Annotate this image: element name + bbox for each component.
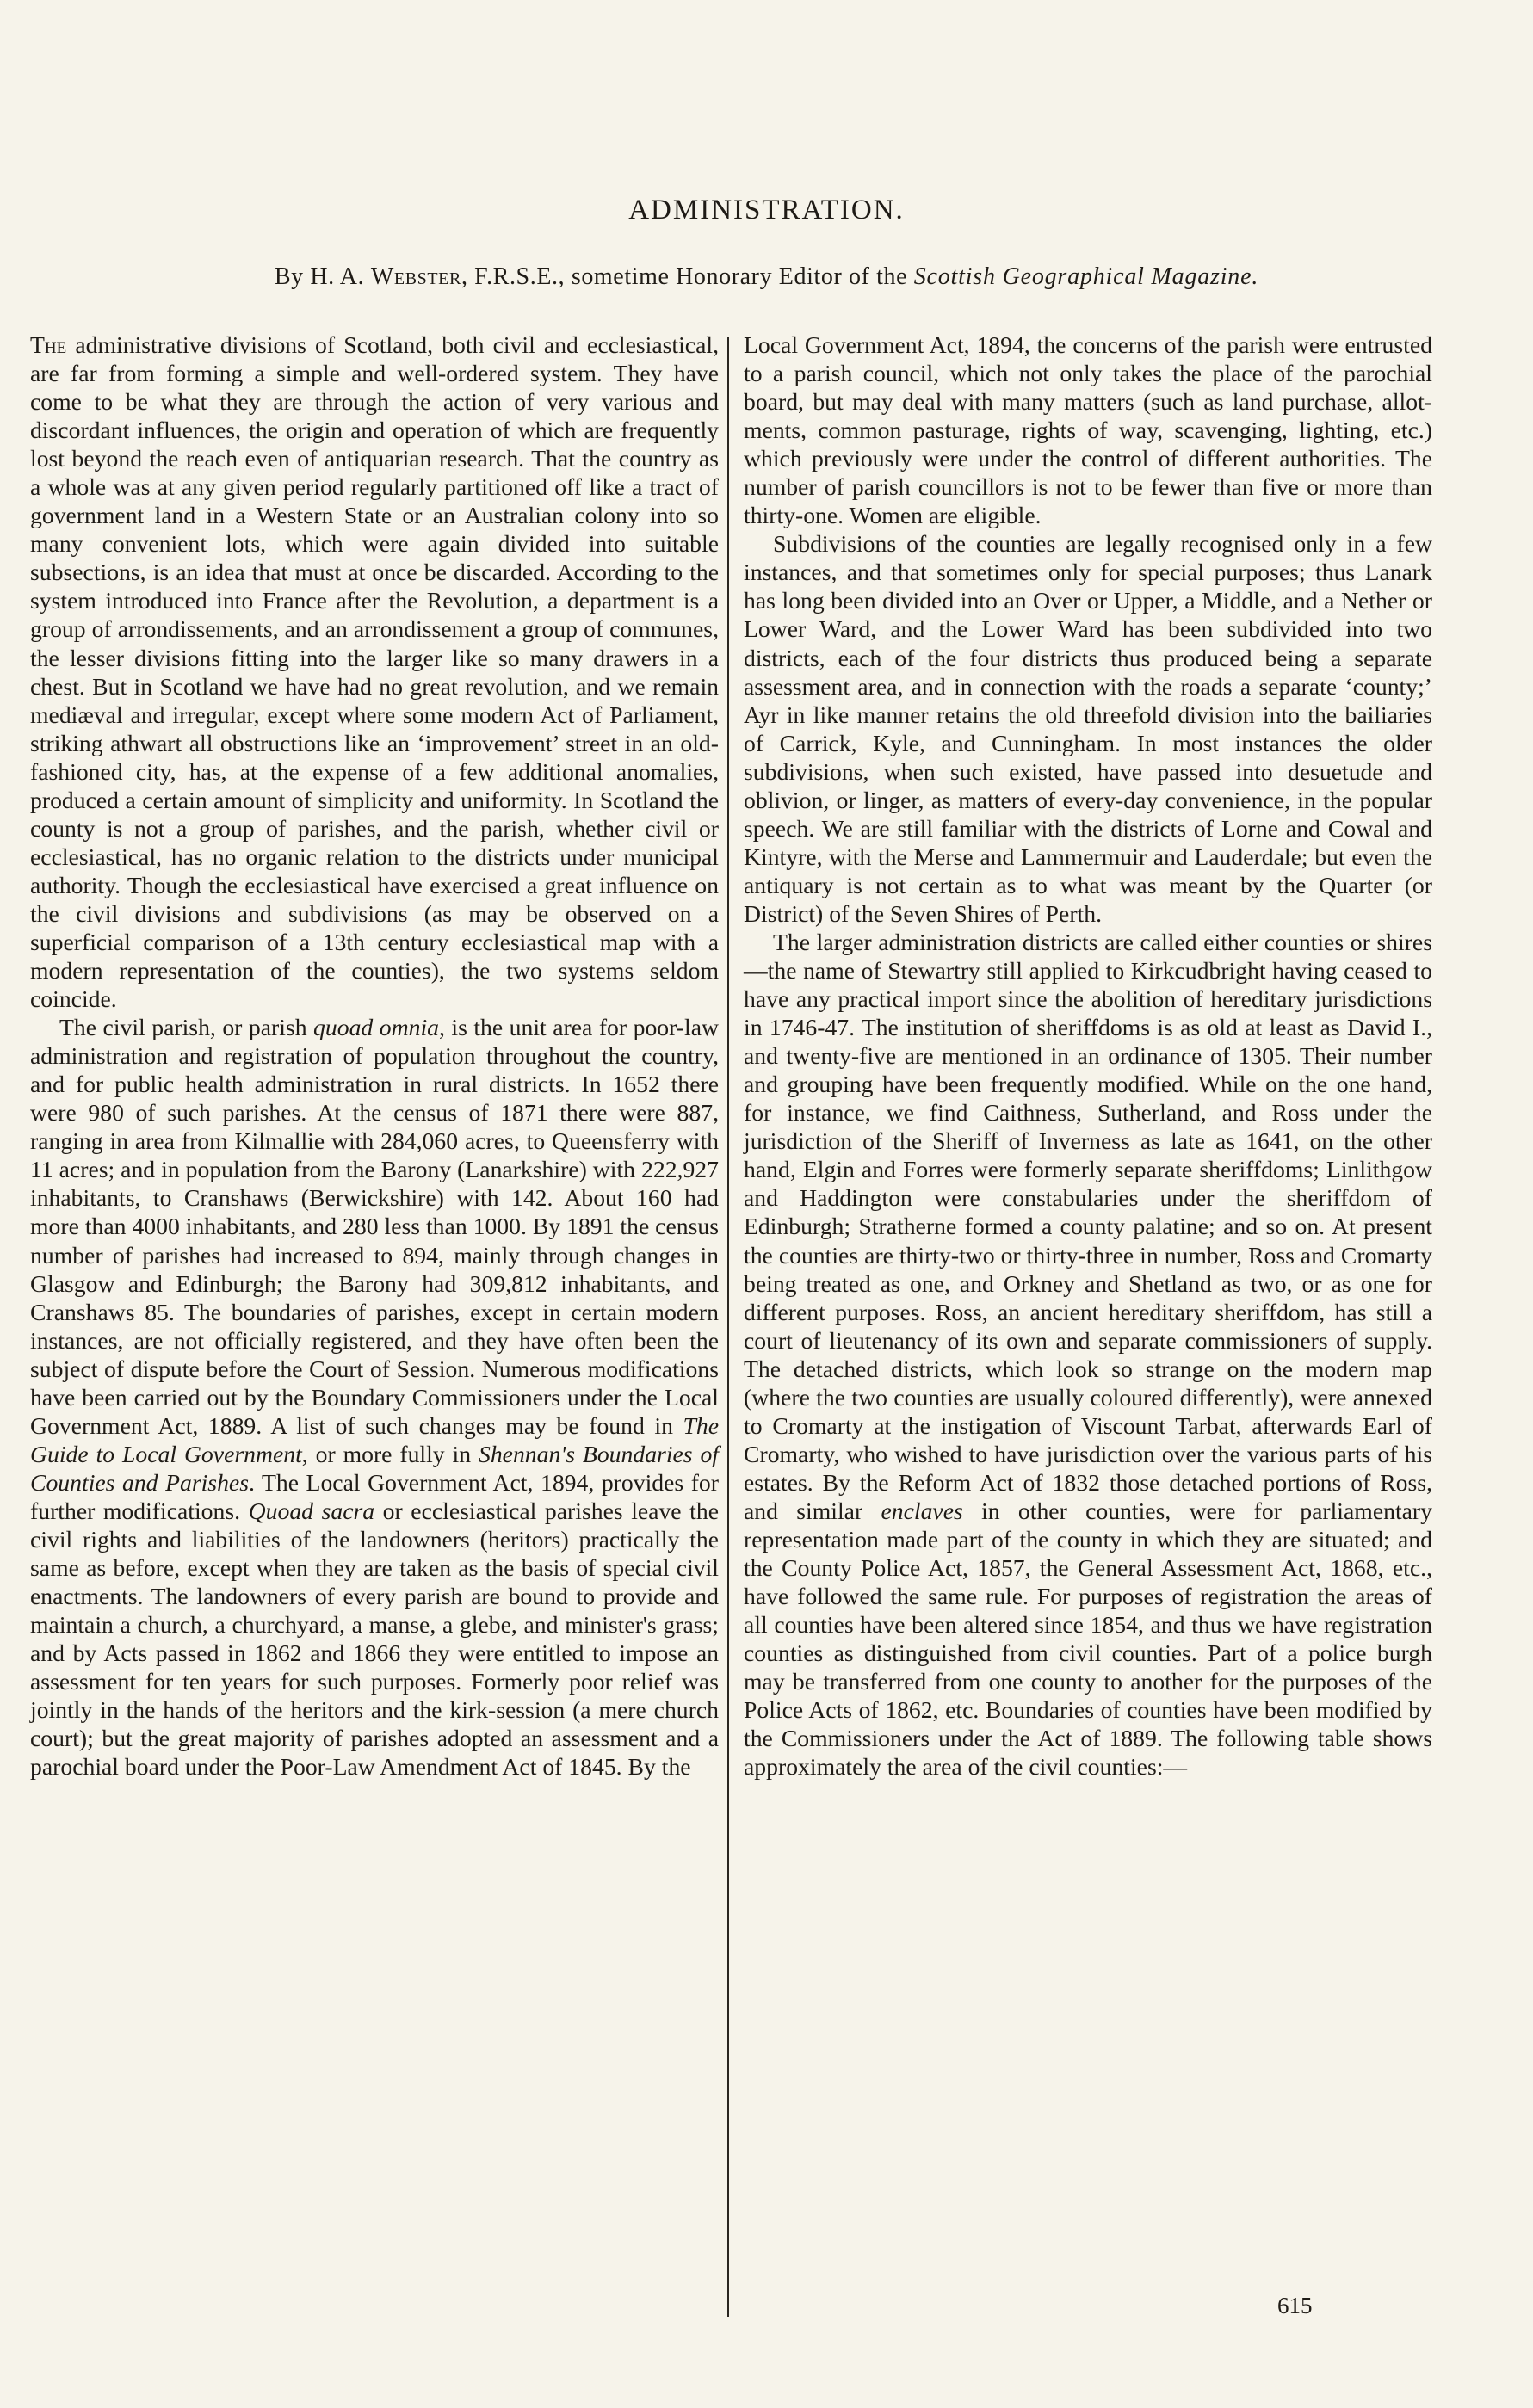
- paragraph-text: The civil parish, or parish: [59, 1014, 314, 1041]
- paragraph-text: or ecclesiastical parishes leave the civil rights and liabilities of the landowners (heritors) practically the same as before, except when they are taken as the basis of special civil enactments. The landowners of every parish are bound to provide and maintain a church, a churchyard, a manse, a glebe, and minister's grass; and by Acts passed in 1862 and 1866 they were entitled to impose an assessment for ten years for such purposes. Formerly poor relief was jointly in the hands of the heritors and the kirk-session (a mere church court); but the great majority of parishes adopted an assessment and a parochial board under the Poor-Law Amendment Act of 1845. By the: [30, 1497, 719, 1781]
- paragraph: Local Government Act, 1894, the concerns of the parish were entrusted to a parish council, which not only takes the place of the parochial board, but may deal with many matters (such as land purchase, allotments, common pasturage, rights of way, scavenging, lighting, etc.) which previously were under the control of different authorities. The number of parish councillors is not to be fewer than five or more than thirty-one. Women are eligible.: [744, 331, 1432, 529]
- paragraph: [30, 330, 719, 1013]
- right-column: [744, 330, 1432, 1781]
- paragraph: Subdivisions of the counties are legally recognised only in a few instances, and that sometimes only for special purposes; thus Lanark has long been divided into an Over or Upper, a Middle, and a Nether or Lower Ward, and the Lower Ward has been subdivided into two districts, each of the four districts thus produced being a separate assessment area, and in connection with the roads a separate ‘county;’ Ayr in like manner retains the old threefold division into the bailiaries of Carrick, Kyle, and Cunningham. In most instances the older subdivisions, when such existed, have passed into desuetude and oblivion, or linger, as matters of every-day convenience, in the popular speech. We are still familiar with the districts of Lorne and Cowal and Kintyre, with the Merse and Lammermuir and Lauderdale; but even the antiquary is not certain as to what was meant by the Quarter (or District) of the Seven Shires of Perth.: [744, 530, 1432, 927]
- paragraph-text: The larger administration districts are called either counties or shires—the name of Stewartry still applied to Kirkcudbright having ceased to have any practical import since the abolition of hereditary jurisdictions in 1746-47. The institution of sheriffdoms is as old at least as David I., and twenty-five are mentioned in an ordinance of 1305. Their number and grouping have been frequently modified. While on the one hand, for instance, we find Caithness, Sutherland, and Ross under the jurisdiction of the Sheriff of Inverness as late as 1641, on the other hand, Elgin and Forres were formerly separate sheriffdoms; Linlithgow and Haddington were constabularies under the sheriffdom of Edinburgh; Stratherne formed a county palatine; and so on. At present the counties are thirty-two or thirty-three in number, Ross and Cromarty being treated as one, and Orkney and Shetland as two, or as one for different purposes. Ross, an ancient hereditary sheriffdom, has still a court of lieutenancy of its own and separate commissioners of supply. The detached districts, which look so strange on the modern map (where the two counties are usually coloured differently), were annexed to Cromarty at the instigation of Viscount Tarbat, afterwards Earl of Cromarty, who wished to have jurisdiction over the various parts of his estates. By the Reform Act of 1832 those detached portions of Ross, and similar: [744, 928, 1432, 1524]
- paragraph-text: in other counties, were for parliamentary representation made part of the county in which they are situated; and the County Police Act, 1857, the General Assessment Act, 1868, etc., have followed the same rule. For purposes of registration the areas of all counties have been altered since 1854, and thus we have registration counties as distinguished from civil counties. Part of a police burgh may be transferred from one county to another for the purposes of the Police Acts of 1862, etc. Boundaries of counties have been modified by the Commissioners under the Act of 1889. The following table shows approximately the area of the civil counties:—: [744, 1497, 1432, 1781]
- paragraph-text: administrative divisions of Scotland, both civil and ecclesiastical, are far from forming a simple and well-ordered system. They have come to be what they are through the action of very various and discordant influences, the origin and operation of which are frequently lost beyond the reach even of antiquarian research. That the country as a whole was at any given period regularly partitioned off like a tract of government land in a Western State or an Australian colony into so many convenient lots, which were again divided into suitable subsections, is an idea that must at once be discarded. According to the system introduced into France after the Revolution, a department is a group of arrondissements, and an arrondissement a group of communes, the lesser divisions fitting into the larger like so many drawers in a chest. But in Scotland we have had no great revolution, and we remain mediæval and irregular, except where some modern Act of Parliament, striking athwart all obstructions like an ‘improvement’ street in an old-fashioned city, has, at the expense of a few additional anomalies, produced a certain amount of simplicity and uniformity. In Scotland the county is not a group of parishes, and the parish, whether civil or ecclesiastical, has no organic relation to the districts under municipal authority. Though the ecclesiastical have exercised a great influence on the civil divisions and subdivisions (as may be observed on a superficial comparison of a 13th century ecclesiastical map with a modern representation of the counties), the two systems seldom coincide.: [30, 331, 719, 1013]
- italic-term: enclaves: [881, 1497, 963, 1524]
- italic-title: Shennan's Boundaries of Counties and Parishes: [30, 1440, 719, 1496]
- byline-author: Webster: [370, 263, 461, 290]
- paragraph-text: , or more fully in: [301, 1440, 479, 1467]
- italic-term: quoad omnia: [313, 1014, 439, 1041]
- byline-journal: Scottish Geographical Magazine.: [913, 263, 1259, 290]
- left-column: [30, 330, 719, 1781]
- paragraph-text: , is the unit area for poor-law administration and registration of population throughout the country, and for public health administration in rural districts. In 1652 there were 980 of such parishes. At the census of 1871 there were 887, ranging in area from Kilmallie with 284,060 acres, to Queensferry with 11 acres; and in population from the Barony (Lanarkshire) with 222,927 inhabitants, to Cranshaws (Berwickshire) with 142. About 160 had more than 4000 inhabitants, and 280 less than 1000. By 1891 the census number of parishes had increased to 894, mainly through changes in Glasgow and Edinburgh; the Barony had 309,812 inhabitants, and Cranshaws 85. The boundaries of parishes, except in certain modern instances, are not officially registered, and they have often been the subject of dispute before the Court of Session. Numerous modifications have been carried out by the Boundary Commissioners under the Local Government Act, 1889. A list of such changes may be found in: [30, 1014, 719, 1439]
- page-number: 615: [1277, 2293, 1313, 2318]
- byline: [0, 263, 1533, 291]
- byline-middle: , F.R.S.E., sometime Honorary Editor of the: [461, 263, 914, 290]
- lead-word: The: [30, 331, 67, 358]
- paragraph: [30, 1013, 719, 1781]
- paragraph: [744, 928, 1432, 1781]
- column-divider: [727, 337, 729, 2317]
- paragraph-text: . The Local Government Act, 1894, provides for further modifications.: [30, 1468, 719, 1524]
- article-title: ADMINISTRATION.: [628, 194, 905, 225]
- byline-prefix: By H. A.: [274, 263, 371, 290]
- italic-title: The Guide to Local Government: [30, 1411, 719, 1467]
- italic-term: Quoad sacra: [248, 1497, 375, 1524]
